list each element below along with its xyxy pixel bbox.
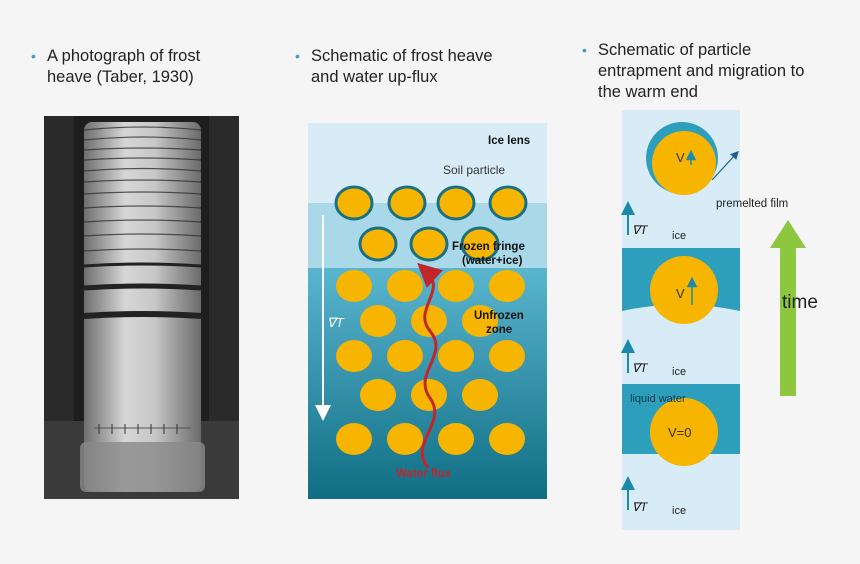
heading-entrapment: [582, 40, 805, 103]
ice-label-3: ice: [672, 505, 687, 517]
gradient-label-3: ∇T: [632, 500, 648, 514]
particle-2-v-label: V: [676, 286, 685, 301]
heading-photo: [31, 46, 201, 88]
premelted-film-label: premelted film: [716, 198, 789, 210]
bullet-icon: •: [31, 48, 36, 64]
frost-heave-photograph: [44, 116, 239, 499]
entrapment-schematic: [618, 110, 848, 530]
particle-1-v-label: V: [676, 150, 685, 165]
heading-entrapment-line3: the warm end: [598, 83, 698, 101]
heading-frost-heave-line2: and water up-flux: [311, 68, 438, 86]
frost-heave-schematic: [308, 123, 547, 499]
time-label: time: [782, 292, 818, 313]
water-flux-label: Water flux: [396, 468, 452, 480]
heading-entrapment-line1: Schematic of particle: [598, 41, 752, 59]
frozen-fringe-sub-label: (water+ice): [462, 255, 523, 267]
frozen-fringe-label: Frozen fringe: [452, 241, 525, 253]
heading-entrapment-line2: entrapment and migration to: [598, 62, 805, 80]
bullet-icon: •: [295, 48, 300, 64]
gradient-label: ∇T: [327, 315, 344, 330]
liquid-water-label: liquid water: [630, 393, 686, 405]
ice-label-2: ice: [672, 366, 687, 378]
unfrozen-sub-label: zone: [486, 324, 513, 336]
unfrozen-label: Unfrozen: [474, 310, 524, 322]
soil-particle-label: Soil particle: [443, 163, 506, 177]
gradient-label-1: ∇T: [632, 223, 648, 237]
heading-photo-line1: A photograph of frost: [47, 47, 201, 65]
heading-frost-heave-line1: Schematic of frost heave: [311, 47, 493, 65]
ice-lens-label: Ice lens: [488, 135, 531, 147]
particle-3-v-label: V=0: [668, 425, 692, 440]
bullet-icon: •: [582, 42, 587, 58]
ice-label-1: ice: [672, 230, 687, 242]
heading-frost-heave: [295, 46, 493, 88]
gradient-label-2: ∇T: [632, 361, 648, 375]
heading-photo-line2: heave (Taber, 1930): [47, 68, 194, 86]
